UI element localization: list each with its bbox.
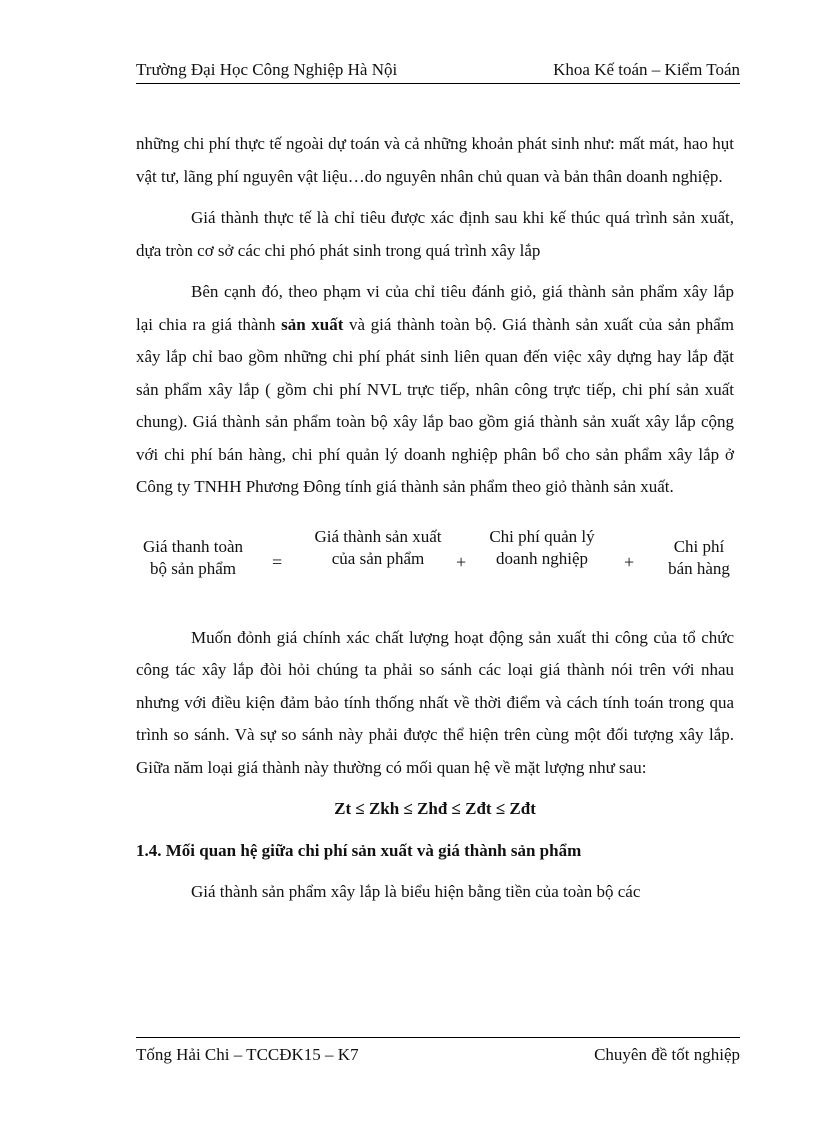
paragraph-cost-scope-part2: và giá thành toàn bộ. Giá thành sản xuất của sản phẩm xây lắp chỉ bao gồm những chi phí phát sinh liên quan đến việc xây dựng hay lắp đặt sản phẩm xây lắp ( gồm chi phí NVL trực tiếp, nhân công trực tiếp, chi phí sản xuất chung). Giá thành sản phẩm toàn bộ xây lắp bao gồm giá thành sản xuất xây lắp cộng với chi phí bán hàng, chi phí quản lý doanh nghiệp phân bổ cho sản phẩm xây lắp ở Công ty TNHH Phương Đông tính giá thành sản phẩm theo giỏ thành sản xuất. (136, 314, 734, 496)
header-university: Trường Đại Học Công Nghiệp Hà Nội (136, 60, 398, 79)
page-footer (136, 1045, 740, 1067)
formula-plus-1: + (456, 551, 467, 572)
footer-divider (136, 1037, 740, 1038)
footer-author: Tống Hải Chi – TCCĐK15 – K7 (136, 1045, 359, 1064)
cost-inequality: Zt ≤ Zkh ≤ Zhđ ≤ Zđt ≤ Zđt (334, 799, 536, 818)
formula-lhs: Giá thanh toàn bộ sản phẩm (142, 536, 244, 578)
paragraph-cost-scope-bold: sản xuất (281, 314, 344, 334)
paragraph-relationship: Giá thành sản phẩm xây lắp là biểu hiện bằng tiền của toàn bộ các (191, 882, 641, 901)
cost-formula (134, 526, 738, 600)
paragraph-continuation: những chi phí thực tế ngoài dự toán và cả những khoản phát sinh như: mất mát, hao hụt vật tư, lãng phí nguyên vật liệu…do nguyên nhân chủ quan và bản thân doanh nghiệp. (136, 134, 734, 186)
formula-equals: = (272, 551, 283, 572)
document-body (136, 128, 734, 909)
formula-production-cost: Giá thành sản xuất của sản phẩm (314, 526, 442, 568)
paragraph-cost-scope (136, 276, 734, 504)
formula-plus-2: + (624, 551, 635, 572)
paragraph-actual-cost: Giá thành thực tế là chỉ tiêu được xác định sau khi kế thúc quá trình sản xuất, dựa tròn cơ sở các chi phó phát sinh trong quá trình xây lắp (136, 208, 734, 260)
formula-management-cost: Chi phí quản lý doanh nghiệp (489, 526, 595, 568)
footer-document-type: Chuyên đề tốt nghiệp (594, 1045, 740, 1064)
section-heading: 1.4. Mối quan hệ giữa chi phí sản xuất và giá thành sản phẩm (136, 840, 582, 860)
paragraph-comparison: Muốn đỏnh giá chính xác chất lượng hoạt động sản xuất thi công của tổ chức công tác xây lắp đòi hỏi chúng ta phải so sánh các loại giá thành nói trên với nhau nhưng với điều kiện đảm bảo tính thống nhất về thời điểm và cách tính toán trong qua trình so sánh. Và sự so sánh này phải được thể hiện trên cùng một đối tượng xây lắp. Giữa năm loại giá thành này thường có mối quan hệ về mặt lượng như sau: (136, 627, 734, 777)
page-header (136, 60, 740, 82)
header-divider (136, 83, 740, 84)
paragraph-cost-scope-part1: Bên cạnh đó, theo phạm vi của chỉ tiêu đánh giỏ, giá thành sản phẩm xây lắp lại chia ra giá thành (136, 282, 734, 334)
header-faculty: Khoa Kế toán – Kiểm Toán (553, 60, 740, 79)
formula-selling-cost: Chi phí bán hàng (668, 536, 730, 578)
